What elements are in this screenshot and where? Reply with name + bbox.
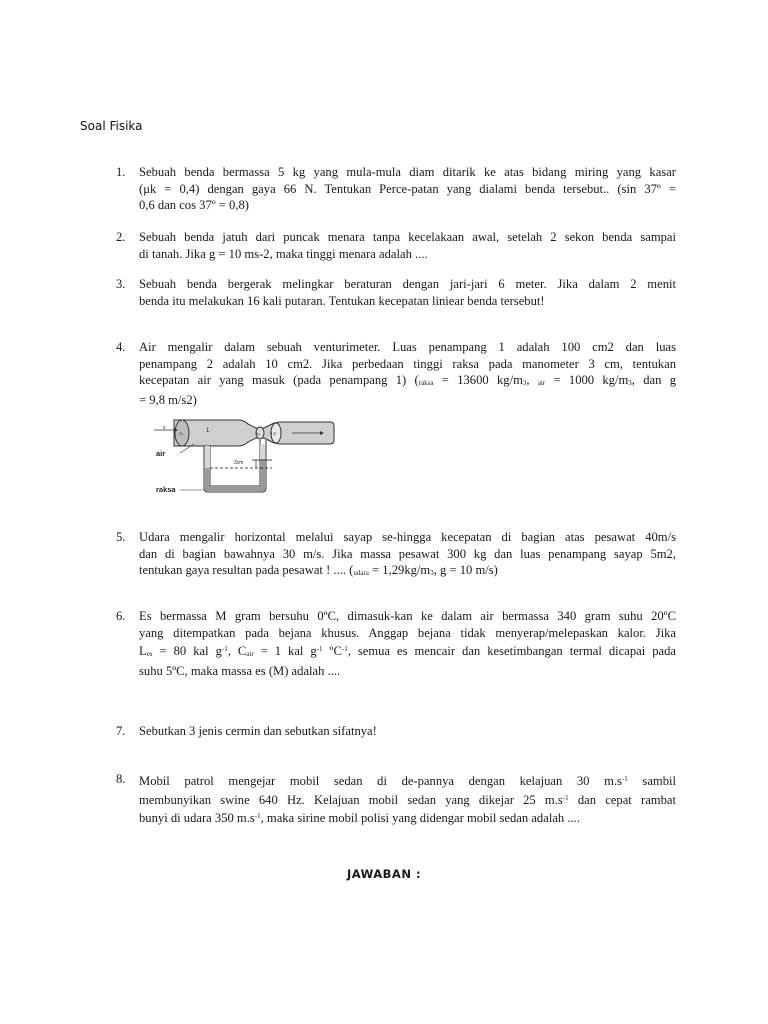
text-run: = 1 kal g (253, 644, 317, 658)
question-number: 2. (116, 230, 126, 244)
question-5 (116, 529, 676, 582)
label-3cm: 3cm (234, 460, 244, 466)
subscript: 3 (522, 379, 527, 387)
label-section-1: 1 (206, 428, 210, 434)
text-run: = 13600 kg/m (433, 373, 523, 387)
question-number: 3. (116, 277, 126, 291)
question-text-line: penampang 2 adalah 10 cm2. Jika perbedaan tinggi raksa pada manometer 3 cm, tentukan (139, 356, 676, 371)
text-run: dan cepat rambat (568, 792, 676, 807)
superscript: -1 (621, 775, 628, 783)
question-number: 1. (116, 165, 126, 179)
superscript: -1 (341, 645, 348, 653)
text-run: ºC (322, 644, 342, 658)
question-text-line (139, 372, 676, 392)
question-text-line: Es bermassa M gram bersuhu 0ºC, dimasuk-kan ke dalam air bermassa 340 gram suhu 20ºC (139, 609, 676, 623)
subscript: es (146, 650, 153, 658)
question-1 (116, 164, 676, 214)
superscript: -1 (254, 812, 261, 820)
subscript: 3 (430, 569, 434, 577)
subscript: air (537, 379, 546, 387)
question-text-line: Air mengalir dalam sebuah venturimeter. Luas penampang 1 adalah 100 cm2 dan luas (139, 340, 676, 354)
text-run: kecepatan air yang masuk (pada penampang 1) ( (139, 373, 419, 387)
question-number: 8. (116, 772, 126, 786)
question-3 (116, 276, 676, 309)
question-6 (116, 608, 676, 679)
question-text-line (139, 641, 676, 663)
question-text-line: di tanah. Jika g = 10 ms-2, maka tinggi menara adalah .... (139, 246, 428, 261)
question-text-line (139, 808, 676, 827)
question-text-line: Udara mengalir horizontal melalui sayap se-hingga kecepatan di bagian atas pesawat 40m/s (139, 530, 676, 544)
question-number: 5. (116, 530, 126, 544)
text-run: , maka sirine mobil polisi yang didengar mobil sedan adalah .... (260, 811, 580, 825)
label-raksa: raksa (156, 485, 176, 494)
mercury-bottom (210, 486, 260, 491)
subscript: air (246, 650, 254, 658)
label-a1: A₁ (179, 431, 184, 436)
question-number: 4. (116, 340, 126, 354)
text-run: , C (227, 644, 247, 658)
label-v1: v (163, 425, 166, 431)
question-text-line: (μk = 0,4) dengan gaya 66 N. Tentukan Perce-patan yang dialami benda tersebut.. (sin 37º = (139, 181, 676, 196)
question-number: 6. (116, 609, 126, 623)
venturimeter-figure (152, 418, 336, 496)
question-text-line (139, 562, 676, 582)
question-text-line: dan di bagian bawahnya 30 m/s. Jika massa pesawat 300 kg dan luas penampang sayap 5m2, (139, 546, 676, 561)
text-run: = 80 kal g (152, 644, 222, 658)
question-text-line: Sebuah benda bergerak melingkar beraturan dengan jari-jari 6 meter. Jika dalam 2 menit (139, 277, 676, 291)
text-run: membunyikan swine 640 Hz. Kelajuan mobil sedan yang dikejar 25 m.s (139, 792, 563, 807)
question-text-line: Sebutkan 3 jenis cermin dan sebutkan sifatnya! (139, 724, 377, 738)
question-text-line: Sebuah benda bermassa 5 kg yang mula-mula diam ditarik ke atas bidang miring yang kasar (139, 165, 676, 179)
text-run: = 1000 kg/m (545, 373, 629, 387)
water-left (205, 446, 210, 468)
question-4 (116, 339, 676, 408)
question-number: 7. (116, 724, 126, 738)
mercury-left (205, 468, 210, 491)
label-v2: v 2 (270, 431, 277, 436)
mercury-right (260, 460, 265, 491)
superscript: -1 (316, 645, 323, 653)
question-text-line: Sebuah benda jatuh dari puncak menara tanpa kecelakaan awal, setelah 2 sekon benda sampai (139, 230, 676, 244)
subscript: raksa (418, 379, 434, 387)
text-run: , dan g (631, 373, 676, 387)
label-air: air (156, 449, 166, 458)
page-title: Soal Fisika (80, 119, 143, 133)
question-text-line: yang ditempatkan pada bejana khusus. Anggap bejana tidak menyerap/melepaskan kalor. Jika (139, 625, 676, 640)
water-right (260, 444, 265, 460)
question-7 (116, 723, 676, 740)
answer-heading: JAWABAN : (346, 867, 422, 881)
question-2 (116, 229, 676, 262)
question-text-line: benda itu melakukan 16 kali putaran. Tentukan kecepatan liniear benda tersebut! (139, 293, 545, 308)
subscript: 3 (628, 379, 632, 387)
text-run: sambil (627, 774, 676, 788)
text-run: L (139, 644, 147, 658)
label-a2: A₂ (256, 431, 261, 436)
text-run: , (526, 373, 538, 387)
text-run: , semua es mencair dan kesetimbangan termal dicapai pada (347, 644, 676, 658)
superscript: -1 (562, 793, 569, 802)
question-8 (116, 771, 676, 827)
text-run: Mobil patrol mengejar mobil sedan di de-pannya dengan kelajuan 30 m.s (139, 774, 622, 788)
text-run: , g = 10 m/s) (433, 563, 498, 577)
question-text-line: 0,6 dan cos 37º = 0,8) (139, 198, 249, 212)
text-run: = 1,29kg/m (368, 563, 431, 577)
question-text-line (139, 771, 676, 790)
text-run: tentukan gaya resultan pada pesawat ! .... ( (139, 563, 354, 577)
question-text-line (139, 790, 676, 809)
superscript: -1 (221, 645, 228, 653)
subscript: udara (353, 569, 369, 577)
question-text-line: suhu 5ºC, maka massa es (M) adalah .... (139, 663, 341, 678)
question-text-line: = 9,8 m/s2) (139, 392, 197, 407)
text-run: bunyi di udara 350 m.s (139, 811, 255, 825)
